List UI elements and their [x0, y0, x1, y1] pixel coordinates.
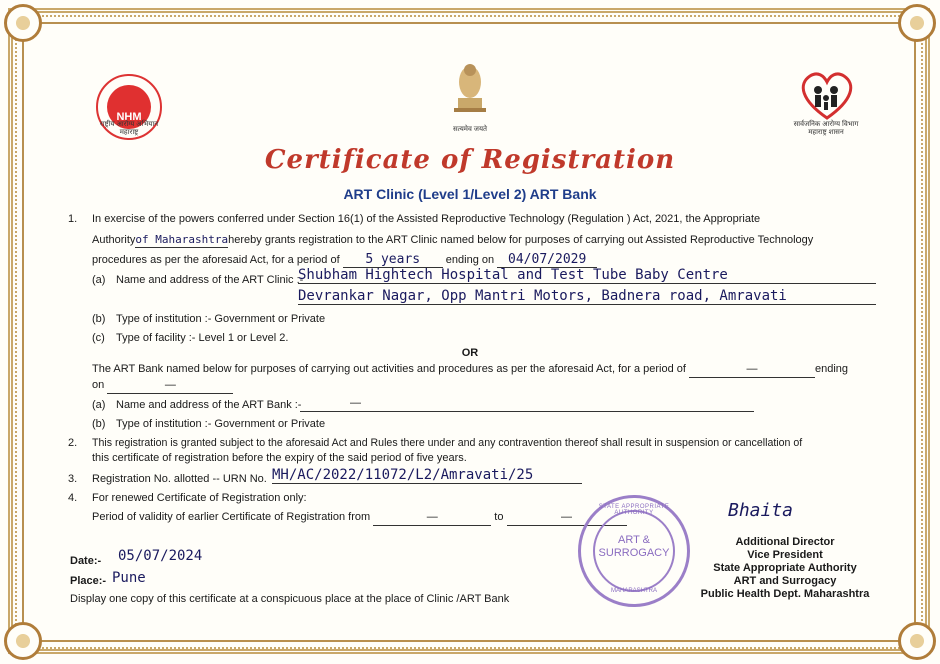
bank-period-field: — — [689, 362, 815, 378]
signing-authority — [690, 536, 880, 601]
ph-caption-line1: सार्वजनिक आरोग्य विभाग — [793, 121, 859, 128]
clinic-name-handwritten: Shubham Hightech Hospital and Test Tube Baby Centre — [298, 267, 876, 284]
validity-from-field: — — [373, 510, 491, 526]
clause2-line1: This registration is granted subject to the aforesaid Act and Rules there under and any contravention thereof shall result in suspension or cancellation of — [92, 437, 803, 449]
clause1-a-label: (a) — [92, 274, 106, 286]
date-label: Date:- — [70, 555, 102, 567]
authority-line3: State Appropriate Authority — [713, 562, 857, 574]
clause2-number: 2. — [68, 437, 78, 449]
corner-ornament-icon — [898, 622, 936, 660]
bank-period-prefix: The ART Bank named below for purposes of carrying out activities and procedures as per the aforesaid Act, for a period of — [92, 363, 686, 375]
display-instruction: Display one copy of this certificate at a conspicuous place at the place of Clinic /ART Bank — [70, 593, 510, 605]
or-separator: OR — [461, 347, 479, 359]
clause4-line2 — [92, 510, 627, 526]
clinic-address-handwritten: Devrankar Nagar, Opp Mantri Motors, Badnera road, Amravati — [298, 288, 876, 305]
ph-caption-line2: महाराष्ट्र शासन — [808, 129, 844, 136]
authority-prefix: Authority — [92, 234, 136, 246]
clause1-a-text: Name and address of the ART Clinic :- — [116, 274, 304, 286]
authority-line4: ART and Surrogacy — [733, 575, 837, 587]
clause4-number: 4. — [68, 492, 78, 504]
clause1-b-text: Type of institution :- Government or Private — [116, 313, 326, 325]
corner-ornament-icon — [4, 622, 42, 660]
clause1-number: 1. — [68, 213, 78, 225]
clause3-text: Registration No. allotted -- URN No. — [92, 473, 267, 485]
clause4-line1: For renewed Certificate of Registration only: — [92, 492, 307, 504]
corner-ornament-icon — [4, 4, 42, 42]
clause3-number: 3. — [68, 473, 78, 485]
public-health-logo-icon — [796, 70, 858, 122]
clause1-line1: In exercise of the powers conferred under Section 16(1) of the Assisted Reproductive Technology (Regulation ) Act, 2021, the Appropriate — [92, 213, 761, 225]
period-prefix: procedures as per the aforesaid Act, for a period of — [92, 254, 340, 266]
period-handwritten: 5 years — [343, 252, 443, 268]
authority-line1: Additional Director — [735, 536, 835, 548]
bank-on-label: on — [92, 379, 105, 391]
certificate-title: Certificate of Registration — [264, 145, 676, 175]
place-label: Place:- — [70, 575, 107, 587]
certificate-subtitle: ART Clinic (Level 1/Level 2) ART Bank — [343, 186, 597, 202]
nhm-caption-line2: महाराष्ट्र — [119, 129, 139, 136]
authority-line2: Vice President — [747, 549, 823, 561]
nhm-caption-line1: राष्ट्रीय आरोग्य अभियान — [99, 121, 159, 128]
stamp-center-line1: ART & — [618, 534, 650, 546]
clause1-line2 — [92, 232, 874, 248]
corner-ornament-icon — [898, 4, 936, 42]
urn-handwritten: MH/AC/2022/11072/L2/Amravati/25 — [272, 467, 582, 484]
clause1-b-label: (b) — [92, 313, 106, 325]
bank-b-text: Type of institution :- Government or Private — [116, 418, 326, 430]
authority-handwritten: of Maharashtra — [135, 233, 229, 246]
official-stamp — [578, 495, 690, 607]
bank-ending-label: ending — [815, 363, 849, 375]
clause1-line3 — [92, 252, 597, 268]
bank-line2 — [92, 378, 233, 394]
stamp-bottom-text: MAHARASHTRA — [610, 588, 657, 594]
bank-ending-field: — — [107, 378, 233, 394]
bank-line1 — [92, 362, 848, 378]
validity-from-label: Period of validity of earlier Certificate of Registration from — [92, 511, 371, 523]
authority-suffix: hereby grants registration to the ART Clinic named below for purposes of carrying out Assisted Reproductive Technology — [228, 234, 814, 246]
signature: Bhaita — [728, 500, 794, 521]
bank-a-text: Name and address of the ART Bank :- — [116, 399, 302, 411]
bank-name-field: — — [300, 396, 754, 412]
stamp-center — [581, 534, 687, 560]
stamp-center-line2: SURROGACY — [598, 547, 670, 559]
authority-line5: Public Health Dept. Maharashtra — [700, 588, 870, 600]
nhm-caption — [84, 121, 174, 137]
validity-to-label: to — [494, 511, 504, 523]
clause1-c-text: Type of facility :- Level 1 or Level 2. — [116, 332, 289, 344]
validity-to-field: — — [507, 510, 627, 526]
nhm-logo-text: NHM — [116, 111, 142, 123]
bank-a-label: (a) — [92, 399, 106, 411]
stamp-ring-text: STATE APPROPRIATE AUTHORITY — [598, 504, 670, 516]
date-handwritten: 05/07/2024 — [118, 548, 203, 564]
bank-b-label: (b) — [92, 418, 106, 430]
clause1-c-label: (c) — [92, 332, 105, 344]
national-emblem-icon — [450, 58, 490, 120]
ending-date-handwritten: 04/07/2029 — [497, 252, 597, 268]
clause2-text — [92, 436, 874, 466]
ending-on-label: ending on — [445, 254, 495, 266]
clause2-line2: this certificate of registration before the expiry of the said period of five years. — [92, 452, 467, 464]
place-handwritten: Pune — [112, 570, 146, 586]
public-health-caption — [776, 121, 876, 137]
emblem-caption: सत्यमेव जयते — [452, 126, 488, 133]
